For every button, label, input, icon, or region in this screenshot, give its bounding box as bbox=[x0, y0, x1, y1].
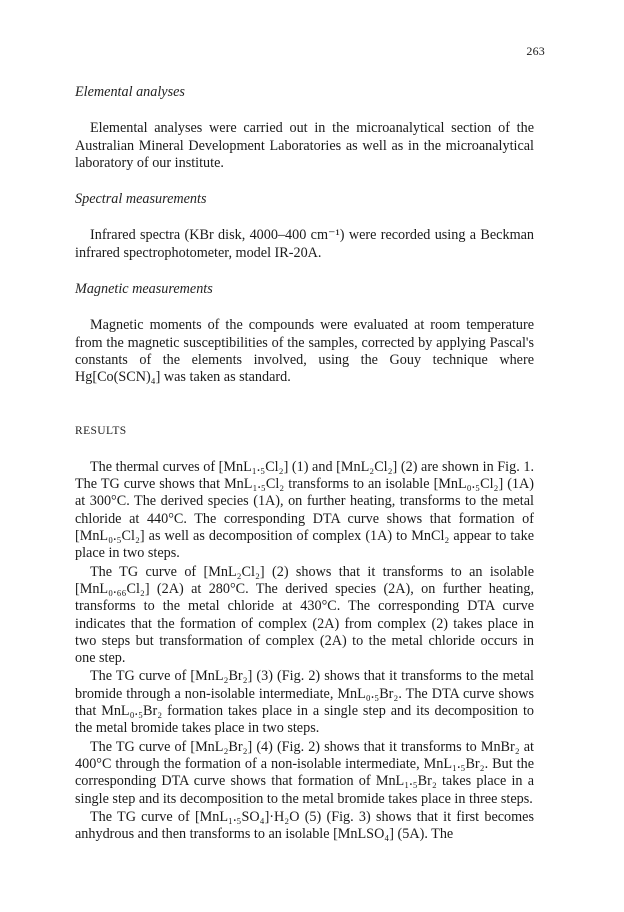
section-heading-results: RESULTS bbox=[75, 424, 127, 437]
paragraph-magnetic-measurements: Magnetic moments of the compounds were evaluated at room temperature from the magnetic susceptibilities of the samples, corrected by applying Pascal's constants of the elements involved, using the Gouy technique where Hg[Co(SCN)₄] was taken as standard. bbox=[75, 317, 534, 386]
article-body bbox=[75, 84, 534, 843]
section-heading-magnetic-measurements: Magnetic measurements bbox=[75, 281, 213, 298]
paragraph-spectral-measurements: Infrared spectra (KBr disk, 4000–400 cm⁻¹) were recorded using a Beckman infrared spectrophotometer, model IR-20A. bbox=[75, 227, 534, 261]
page-number: 263 bbox=[526, 44, 545, 58]
paragraph-results-2: The TG curve of [MnL₂Cl₂] (2) shows that it transforms to an isolable [MnL₀.₆₆Cl₂] (2A) at 280°C. The derived species (2A), on further heating, transforms to the metal chloride at 430°C. The corresponding DTA curve indicates that the formation of complex (2A) from complex (2) takes place in two steps but transformation of complex (2A) to the metal chloride occurs in one step. bbox=[75, 563, 534, 667]
section-heading-spectral-measurements: Spectral measurements bbox=[75, 191, 207, 208]
paragraph-results-5: The TG curve of [MnL₁.₅SO₄]·H₂O (5) (Fig. 3) shows that it first becomes anhydrous and then transforms to an isolable [MnLSO₄] (5A). The bbox=[75, 808, 534, 843]
paragraph-results-1: The thermal curves of [MnL₁.₅Cl₂] (1) and [MnL₂Cl₂] (2) are shown in Fig. 1. The TG curve shows that MnL₁.₅Cl₂ transforms to an isolable [MnL₀.₅Cl₂] (1A) at 300°C. The derived species (1A), on further heating, transforms to the metal chloride at 440°C. The corresponding DTA curve shows that formation of [MnL₀.₅Cl₂] as well as decomposition of complex (1A) to MnCl₂ appear to take place in two steps. bbox=[75, 458, 534, 562]
paragraph-elemental-analyses: Elemental analyses were carried out in the microanalytical section of the Australian Mineral Development Laboratories as well as in the microanalytical laboratory of our institute. bbox=[75, 120, 534, 171]
paragraph-results-4: The TG curve of [MnL₂Br₂] (4) (Fig. 2) shows that it transforms to MnBr₂ at 400°C through the formation of a non-isolable intermediate, MnL₁.₅Br₂. But the corresponding DTA curve shows that formation of MnL₁.₅Br₂ takes place in a single step and its decomposition to the metal bromide takes place in three steps. bbox=[75, 738, 534, 807]
section-heading-elemental-analyses: Elemental analyses bbox=[75, 84, 185, 100]
paragraph-results-3: The TG curve of [MnL₂Br₂] (3) (Fig. 2) shows that it transforms to the metal bromide through a non-isolable intermediate, MnL₀.₅Br₂. The DTA curve shows that MnL₀.₅Br₂ formation takes place in a single step and its decomposition to the metal bromide takes place in two steps. bbox=[75, 668, 534, 737]
